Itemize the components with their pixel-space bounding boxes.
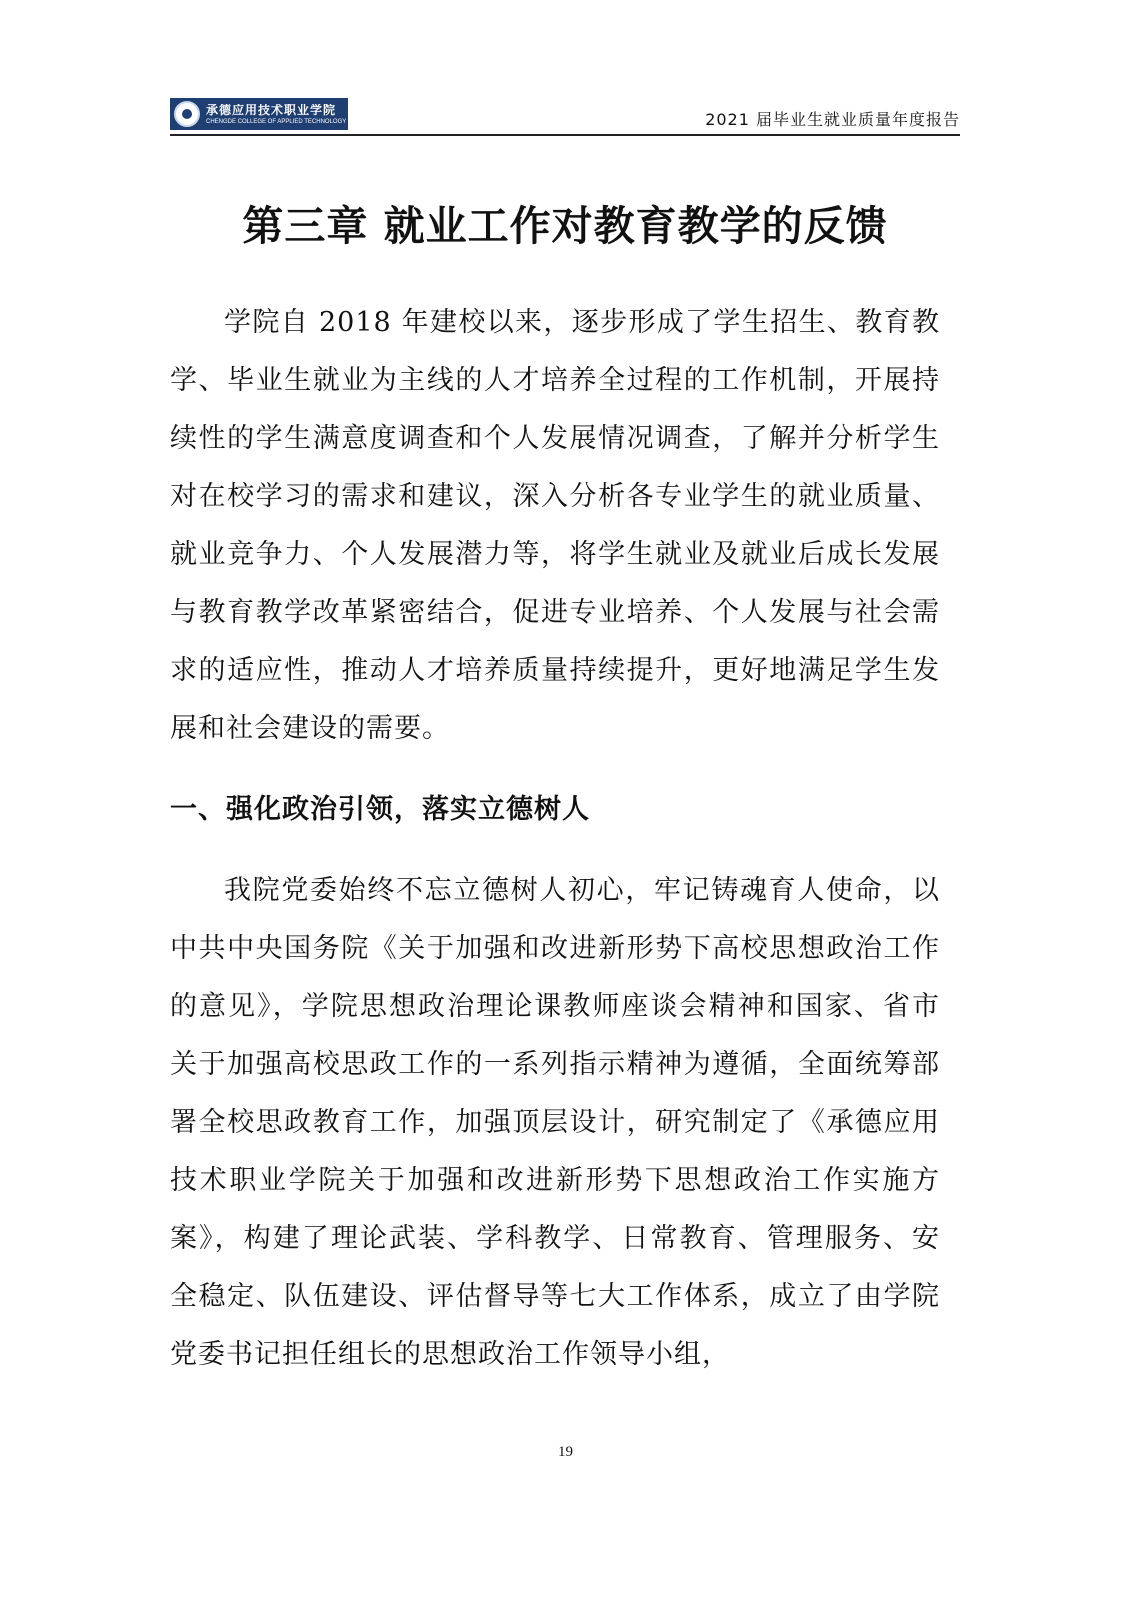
college-seal-icon [174,101,200,127]
logo-english-name: CHENGDE COLLEGE OF APPLIED TECHNOLOGY [206,118,347,125]
report-title: 2021 届毕业生就业质量年度报告 [705,110,960,129]
college-logo [170,98,348,130]
logo-text [206,104,346,125]
chapter-title: 第三章 就业工作对教育教学的反馈 [242,202,888,250]
body-paragraph-intro: 学院自 2018 年建校以来，逐步形成了学生招生、教育教学、毕业生就业为主线的人才培养全过程的工作机制，开展持续性的学生满意度调查和个人发展情况调查，了解并分析学生对在校学习的需求和建议，深入分析各专业学生的就业质量、就业竞争力、个人发展潜力等，将学生就业及就业后成长发展与教育教学改革紧密结合，促进专业培养、个人发展与社会需求的适应性，推动人才培养质量持续提升，更好地满足学生发展和社会建设的需要。 [170,307,940,744]
logo-chinese-name: 承德应用技术职业学院 [206,103,337,117]
page-number: 19 [558,1444,573,1460]
section-heading: 一、强化政治引领，落实立德树人 [170,794,590,825]
body-paragraph-section-one: 我院党委始终不忘立德树人初心，牢记铸魂育人使命，以中共中央国务院《关于加强和改进新形势下高校思想政治工作的意见》，学院思想政治理论课教师座谈会精神和国家、省市关于加强高校思政工作的一系列指示精神为遵循，全面统筹部署全校思政教育工作，加强顶层设计，研究制定了《承德应用技术职业学院关于加强和改进新形势下思想政治工作实施方案》，构建了理论武装、学科教学、日常教育、管理服务、安全稳定、队伍建设、评估督导等七大工作体系，成立了由学院党委书记担任组长的思想政治工作领导小组， [170,875,940,1370]
page-header [170,98,960,136]
